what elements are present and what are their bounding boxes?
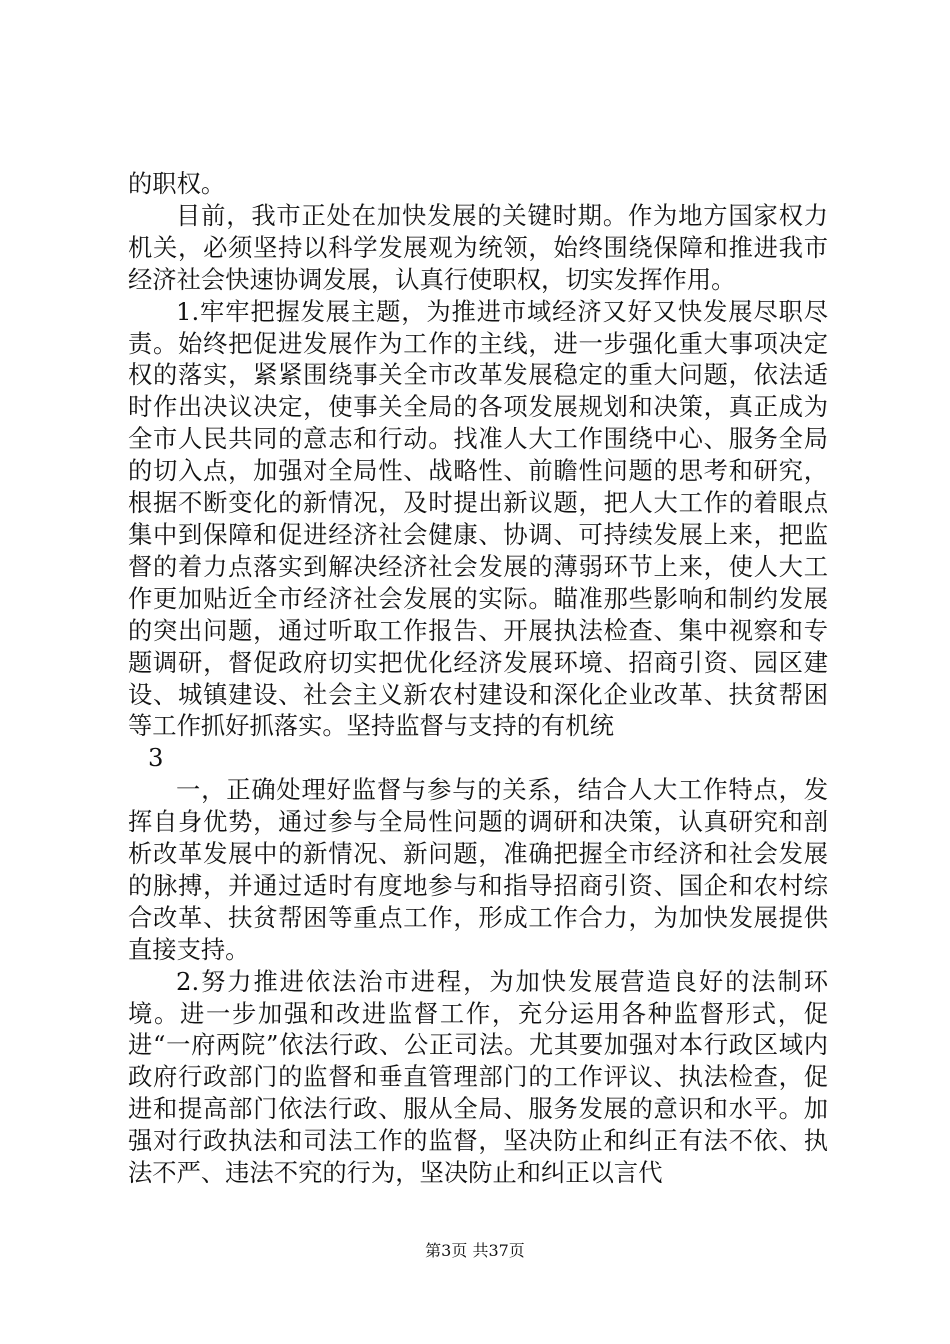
document-body: [128, 168, 828, 1189]
body-paragraph: 的职权。: [128, 169, 226, 198]
body-paragraph: 2.努力推进依法治市进程，为加快发展营造良好的法制环境。进一步加强和改进监督工作，充分运用各种监督形式，促进“一府两院”依法行政、公正司法。尤其要加强对本行政区域内政府行政部门的监督和垂直管理部门的工作评议、执法检查，促进和提高部门依法行政、服从全局、服务发展的意识和水平。加强对行政执法和司法工作的监督，坚决防止和纠正有法不依、执法不严、违法不究的行为，坚决防止和纠正以言代: [128, 966, 828, 1188]
body-paragraph: 1.牢牢把握发展主题，为推进市域经济又好又快发展尽职尽责。始终把促进发展作为工作的主线，进一步强化重大事项决定权的落实，紧紧围绕事关全市改革发展稳定的重大问题，依法适时作出决议决定，使事关全局的各项发展规划和决策，真正成为全市人民共同的意志和行动。找准人大工作围绕中心、服务全局的切入点，加强对全局性、战略性、前瞻性问题的思考和研究，根据不断变化的新情况，及时提出新议题，把人大工作的着眼点集中到保障和促进经济社会健康、协调、可持续发展上来，把监督的着力点落实到解决经济社会发展的薄弱环节上来，使人大工作更加贴近全市经济社会发展的实际。瞄准那些影响和制约发展的突出问题，通过听取工作报告、开展执法检查、集中视察和专题调研，督促政府切实把优化经济发展环境、招商引资、园区建设、城镇建设、社会主义新农村建设和深化企业改革、扶贫帮困等工作抓好抓落实。坚持监督与支持的有机统: [128, 296, 828, 741]
page-footer: 第3页 共37页: [425, 1241, 525, 1260]
inline-page-number: 3: [148, 743, 164, 773]
body-paragraph: 一，正确处理好监督与参与的关系，结合人大工作特点，发挥自身优势，通过参与全局性问题的调研和决策，认真研究和剖析改革发展中的新情况、新问题，准确把握全市经济和社会发展的脉搏，并通过适时有度地参与和指导招商引资、国企和农村综合改革、扶贫帮困等重点工作，形成工作合力，为加快发展提供直接支持。: [128, 775, 828, 964]
body-paragraph: 目前，我市正处在加快发展的关键时期。作为地方国家权力机关，必须坚持以科学发展观为统领，始终围绕保障和推进我市经济社会快速协调发展，认真行使职权，切实发挥作用。: [128, 200, 828, 294]
